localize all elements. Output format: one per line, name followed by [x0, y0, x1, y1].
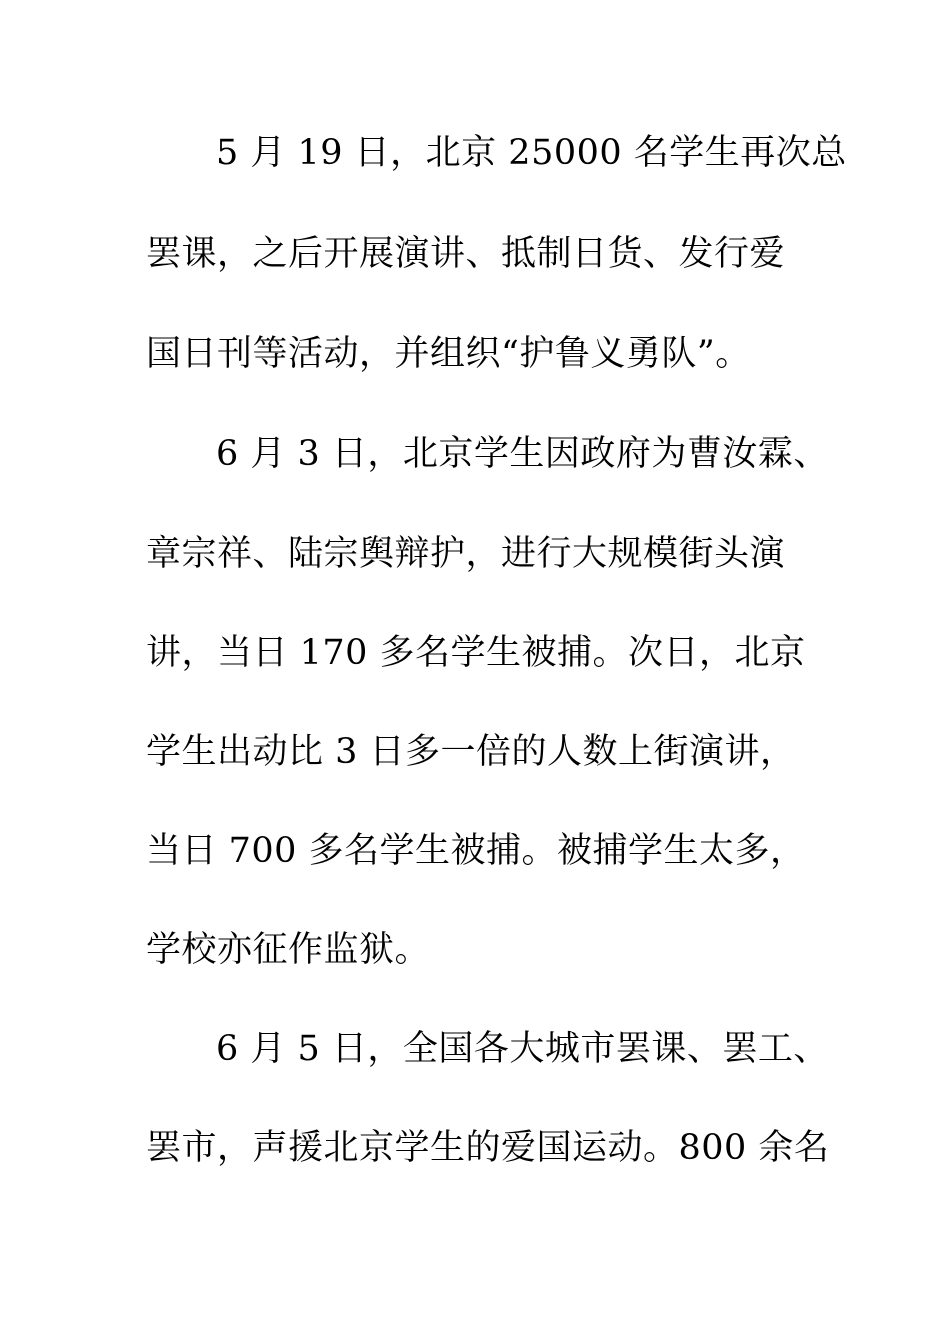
- paragraph-1-line-2: 罢课，之后开展演讲、抵制日货、发行爱: [146, 234, 786, 274]
- paragraph-1-line-3: 国日刊等活动，并组织“护鲁义勇队”。: [146, 334, 751, 374]
- paragraph-3-line-2: 罢市，声援北京学生的爱国运动。800 余名: [146, 1128, 830, 1168]
- paragraph-1-line-1: 5 月 19 日，北京 25000 名学生再次总: [216, 133, 847, 173]
- paragraph-2-line-2: 章宗祥、陆宗舆辩护，进行大规模街头演: [146, 534, 786, 574]
- paragraph-3-line-1: 6 月 5 日，全国各大城市罢课、罢工、: [216, 1029, 829, 1069]
- paragraph-2-line-3: 讲，当日 170 多名学生被捕。次日，北京: [146, 633, 806, 673]
- paragraph-2-line-1: 6 月 3 日，北京学生因政府为曹汝霖、: [216, 434, 829, 474]
- paragraph-2-line-4: 学生出动比 3 日多一倍的人数上街演讲，: [146, 732, 796, 772]
- paragraph-2-line-6: 学校亦征作监狱。: [146, 930, 431, 970]
- paragraph-2-line-5: 当日 700 多名学生被捕。被捕学生太多，: [146, 831, 806, 871]
